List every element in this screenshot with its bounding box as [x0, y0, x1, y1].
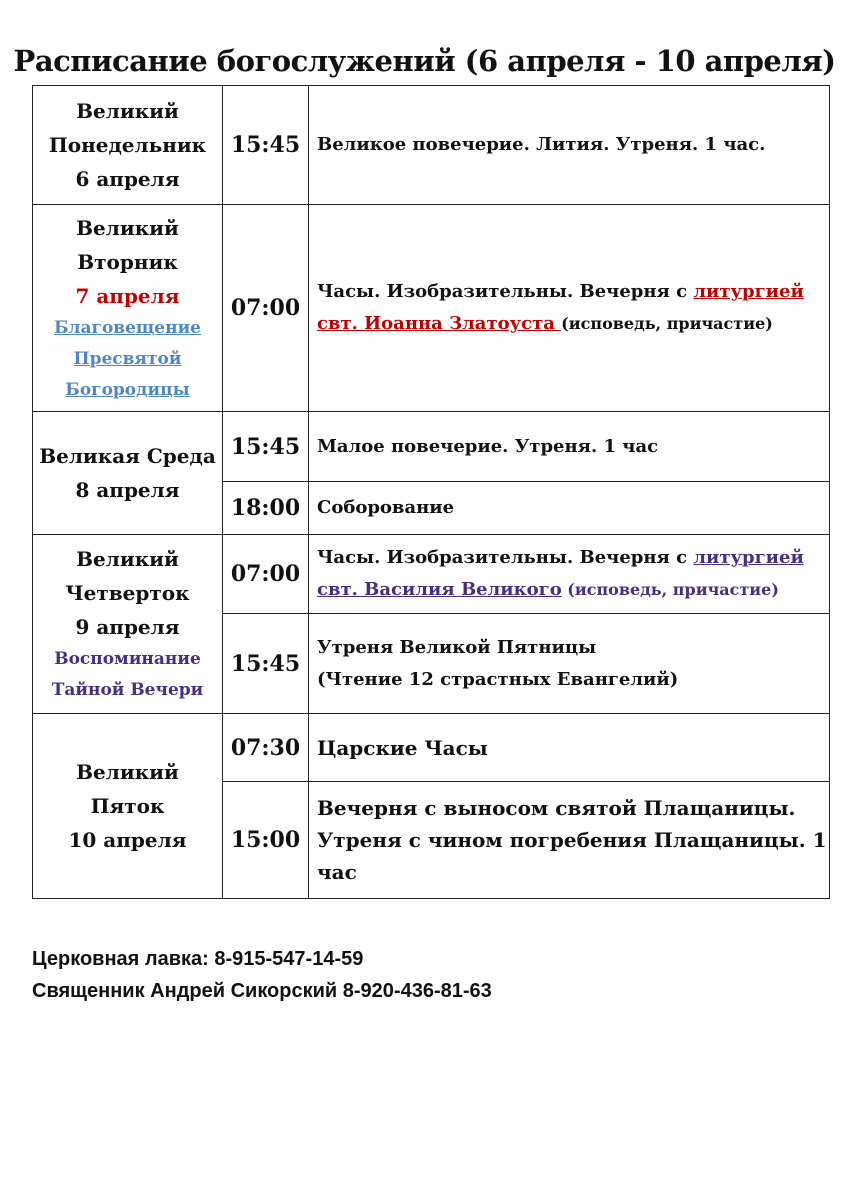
service-time: 18:00	[223, 482, 309, 535]
service-time: 07:00	[223, 205, 309, 412]
church-shop-contact: Церковная лавка: 8-915-547-14-59	[32, 948, 364, 970]
service-time: 07:00	[223, 535, 309, 614]
table-row	[33, 714, 830, 782]
table-row	[33, 535, 830, 614]
feast-link[interactable]: Пресвятой	[73, 348, 182, 369]
service-time: 15:00	[223, 782, 309, 899]
day-cell-friday	[33, 714, 223, 899]
priest-contact: Священник Андрей Сикорский 8-920-436-81-63	[32, 980, 492, 1002]
day-name: Великая Среда	[39, 444, 216, 468]
day-cell-wednesday	[33, 412, 223, 535]
service-description	[309, 614, 830, 714]
service-description	[309, 535, 830, 614]
service-description	[309, 782, 830, 899]
service-time: 15:45	[223, 614, 309, 714]
day-name: Четверток	[65, 581, 190, 605]
feast-link[interactable]: Благовещение	[54, 317, 201, 338]
contacts	[32, 943, 492, 1007]
day-date: 7 апреля	[75, 283, 180, 308]
service-note: (исповедь, причастие)	[561, 314, 773, 333]
liturgy-link[interactable]: литургией	[693, 547, 804, 568]
service-description	[309, 205, 830, 412]
liturgy-link[interactable]: свт. Иоанна Златоуста	[317, 313, 562, 334]
day-date: 9 апреля	[75, 615, 180, 639]
service-description: Соборование	[309, 482, 830, 535]
service-text: Утреня Великой Пятницы	[317, 636, 597, 658]
day-cell-thursday	[33, 535, 223, 714]
liturgy-link[interactable]: литургией	[693, 281, 804, 302]
schedule-table	[32, 85, 830, 899]
table-row	[33, 412, 830, 482]
table-row	[33, 205, 830, 412]
service-time: 15:45	[223, 412, 309, 482]
service-time: 15:45	[223, 86, 309, 205]
day-cell-tuesday	[33, 205, 223, 412]
service-text: Часы. Изобразительны. Вечерня с	[317, 281, 694, 302]
table-row	[33, 86, 830, 205]
service-text: (Чтение 12 страстных Евангелий)	[317, 668, 679, 690]
feast-name: Тайной Вечери	[51, 680, 204, 700]
feast-name: Воспоминание	[54, 649, 201, 669]
service-description: Великое повечерие. Лития. Утреня. 1 час.	[309, 86, 830, 205]
service-description: Царские Часы	[309, 714, 830, 782]
day-date: 10 апреля	[68, 828, 187, 852]
service-text: Утреня с чином погребения Плащаницы. 1	[317, 828, 827, 852]
service-text: Часы. Изобразительны. Вечерня с	[317, 547, 694, 568]
day-cell-monday	[33, 86, 223, 205]
day-name: Великий	[76, 215, 179, 240]
liturgy-link[interactable]: свт. Василия Великого	[317, 579, 562, 600]
day-name: Великий	[76, 99, 179, 123]
page-title: Расписание богослужений (6 апреля - 10 апреля)	[13, 44, 836, 78]
feast-link[interactable]: Богородицы	[65, 379, 190, 400]
service-description: Малое повечерие. Утреня. 1 час	[309, 412, 830, 482]
day-date: 8 апреля	[75, 478, 180, 502]
day-name: Великий	[76, 547, 179, 571]
service-text: час	[317, 860, 357, 884]
day-name: Вторник	[77, 249, 178, 274]
service-note: (исповедь, причастие)	[561, 580, 779, 599]
day-name: Понедельник	[48, 133, 207, 157]
day-name: Великий	[76, 760, 179, 784]
day-name: Пяток	[90, 794, 165, 818]
service-text: Вечерня с выносом святой Плащаницы.	[317, 796, 796, 820]
day-date: 6 апреля	[75, 167, 180, 191]
service-time: 07:30	[223, 714, 309, 782]
